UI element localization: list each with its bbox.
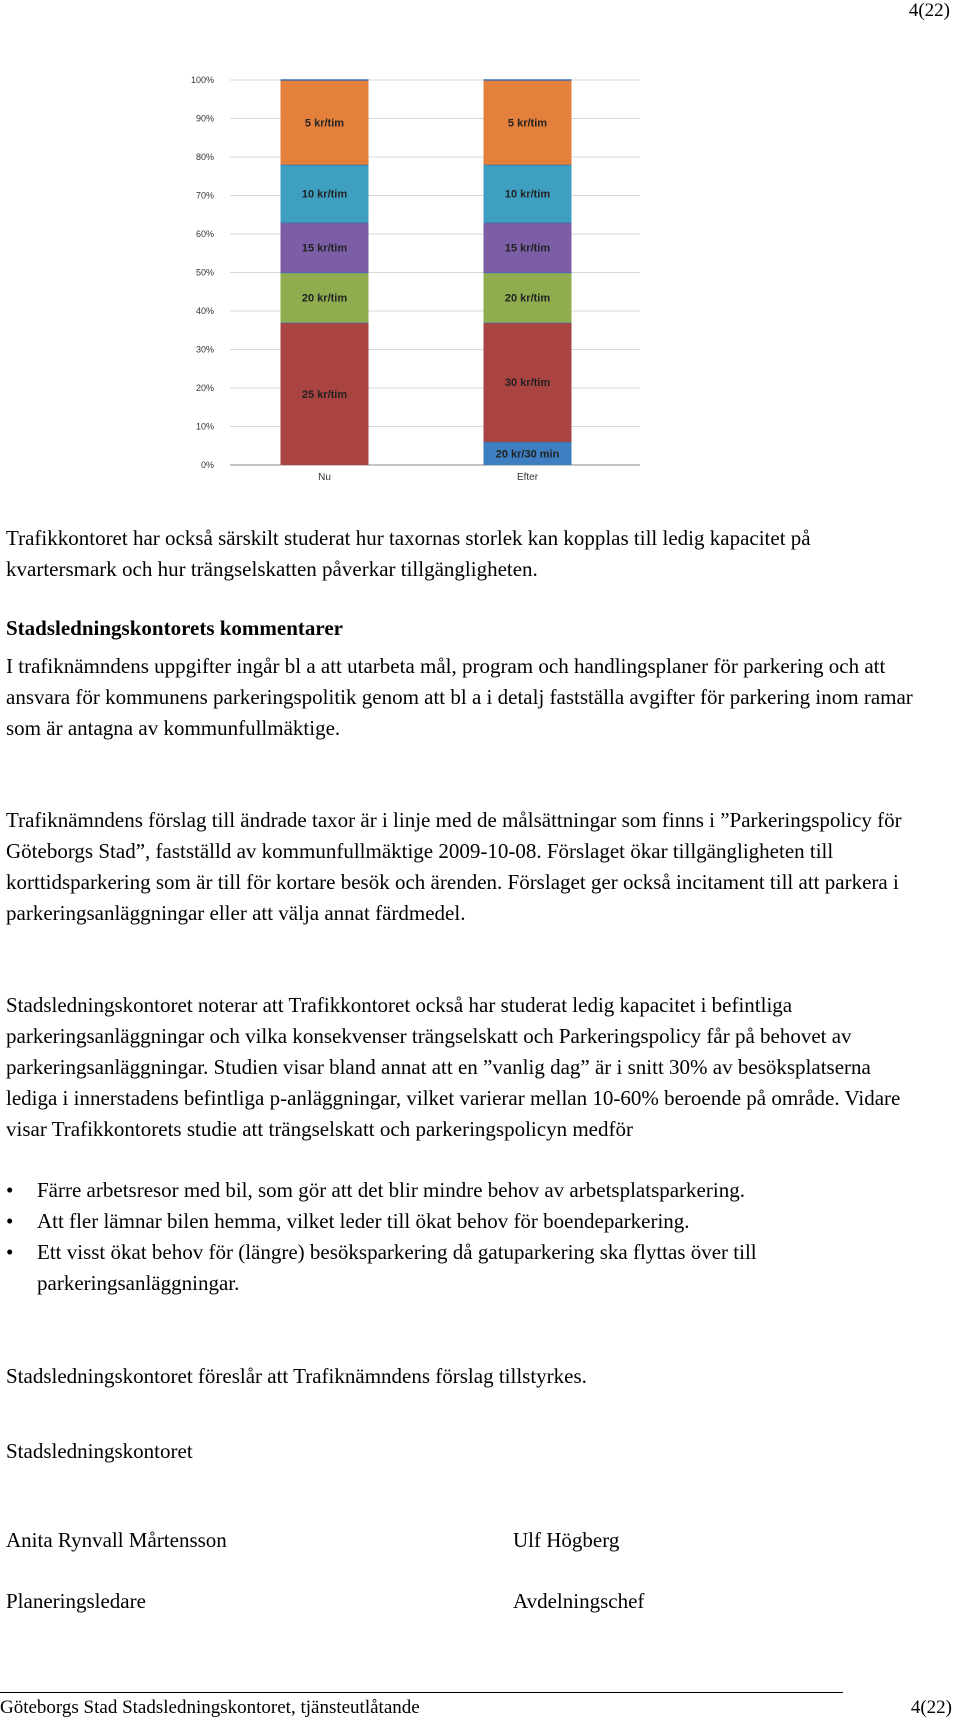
segment-label: 5 kr/tim xyxy=(304,117,345,130)
signature-right-title: Avdelningschef xyxy=(513,1589,645,1613)
y-tick-label: 70% xyxy=(195,190,214,201)
y-tick-label: 100% xyxy=(190,75,214,85)
x-category-label: Efter xyxy=(516,472,539,483)
segment-label: 5 kr/tim xyxy=(507,117,548,130)
paragraph-conclusion: Stadsledningskontoret föreslår att Trafiknämndens förslag tillstyrkes. xyxy=(6,1364,587,1388)
segment-label: 20 kr/tim xyxy=(301,292,348,305)
paragraph-forslag: Trafiknämndens förslag till ändrade taxor är i linje med de målsättningar som finns i ”Parkeringspolicy för Göteborgs Stad”, fastställd av kommunfullmäktige 2009-10-08. Förslaget ökar tillgängligheten till korttidsparkering som är till för kortare besök och ärenden. Förslaget ger också incitament till att parkera i parkeringsanläggningar eller att välja annat färdmedel. xyxy=(6,808,902,925)
segment-label: 10 kr/tim xyxy=(504,188,551,201)
segment-label: 20 kr/30 min xyxy=(495,448,560,461)
paragraph-studie: Stadsledningskontoret noterar att Trafikkontoret också har studerat ledig kapacitet i befintliga parkeringsanläggningar och vilka konsekvenser trängselskatt och Parkeringspolicy får på behovet av parkeringsanläggningar. Studien visar bland annat att en ”vanlig dag” är i snitt 30% av besöksplatserna lediga i innerstadens befintliga p-anläggningar, vilket varierar mellan 10-60% beroende på område. Vidare visar Trafikkontorets studie att trängselskatt och parkeringspolicyn medför xyxy=(6,993,901,1141)
y-tick-label: 90% xyxy=(195,113,214,124)
y-tick-label: 60% xyxy=(195,229,214,239)
y-tick-label: 30% xyxy=(195,344,214,355)
y-tick-label: 10% xyxy=(195,421,214,432)
stacked-bar-chart xyxy=(190,68,640,493)
list-item: • Färre arbetsresor med bil, som gör att det blir mindre behov av arbetsplatsparkering. xyxy=(6,1175,916,1206)
list-item: • Ett visst ökat behov för (längre) besöksparkering då gatuparkering ska flyttas över till parkeringsanläggningar. xyxy=(6,1237,916,1299)
signature-left-name: Anita Rynvall Mårtensson xyxy=(6,1528,227,1552)
bullet-list xyxy=(6,1175,916,1299)
segment-label: 25 kr/tim xyxy=(301,388,348,401)
segment-label: 15 kr/tim xyxy=(504,242,551,255)
y-tick-label: 50% xyxy=(195,267,214,278)
section-heading: Stadsledningskontorets kommentarer xyxy=(6,616,343,640)
footer-page-number: 4(22) xyxy=(910,1697,952,1718)
segment-label: 20 kr/tim xyxy=(504,292,551,305)
y-tick-label: 20% xyxy=(195,383,214,393)
page-number: 4(22) xyxy=(908,0,950,21)
y-tick-label: 0% xyxy=(200,460,214,470)
x-category-label: Nu xyxy=(318,472,331,483)
signature-left-title: Planeringsledare xyxy=(6,1589,146,1613)
segment-label: 30 kr/tim xyxy=(504,377,551,390)
y-tick-label: 80% xyxy=(195,152,214,162)
intro-paragraph: Trafikkontoret har också särskilt studerat hur taxornas storlek kan kopplas till ledig kapacitet på kvartersmark och hur trängselskatten påverkar tillgängligheten. xyxy=(6,526,811,581)
paragraph-uppgifter: I trafiknämndens uppgifter ingår bl a att utarbeta mål, program och handlingsplaner för parkering och att ansvara för kommunens parkeringspolitik genom att bl a i detalj fastställa avgifter för parkering inom ramar som är antagna av kommunfullmäktige. xyxy=(6,654,913,740)
y-tick-label: 40% xyxy=(195,306,214,316)
footer-text: Göteborgs Stad Stadsledningskontoret, tjänsteutlåtande xyxy=(0,1697,420,1718)
signature-org: Stadsledningskontoret xyxy=(6,1439,193,1463)
segment-label: 15 kr/tim xyxy=(301,242,348,255)
list-item: • Att fler lämnar bilen hemma, vilket leder till ökat behov för boendeparkering. xyxy=(6,1206,916,1237)
footer-divider xyxy=(0,1692,843,1693)
segment-label: 10 kr/tim xyxy=(301,188,348,201)
signature-right-name: Ulf Högberg xyxy=(513,1528,620,1552)
